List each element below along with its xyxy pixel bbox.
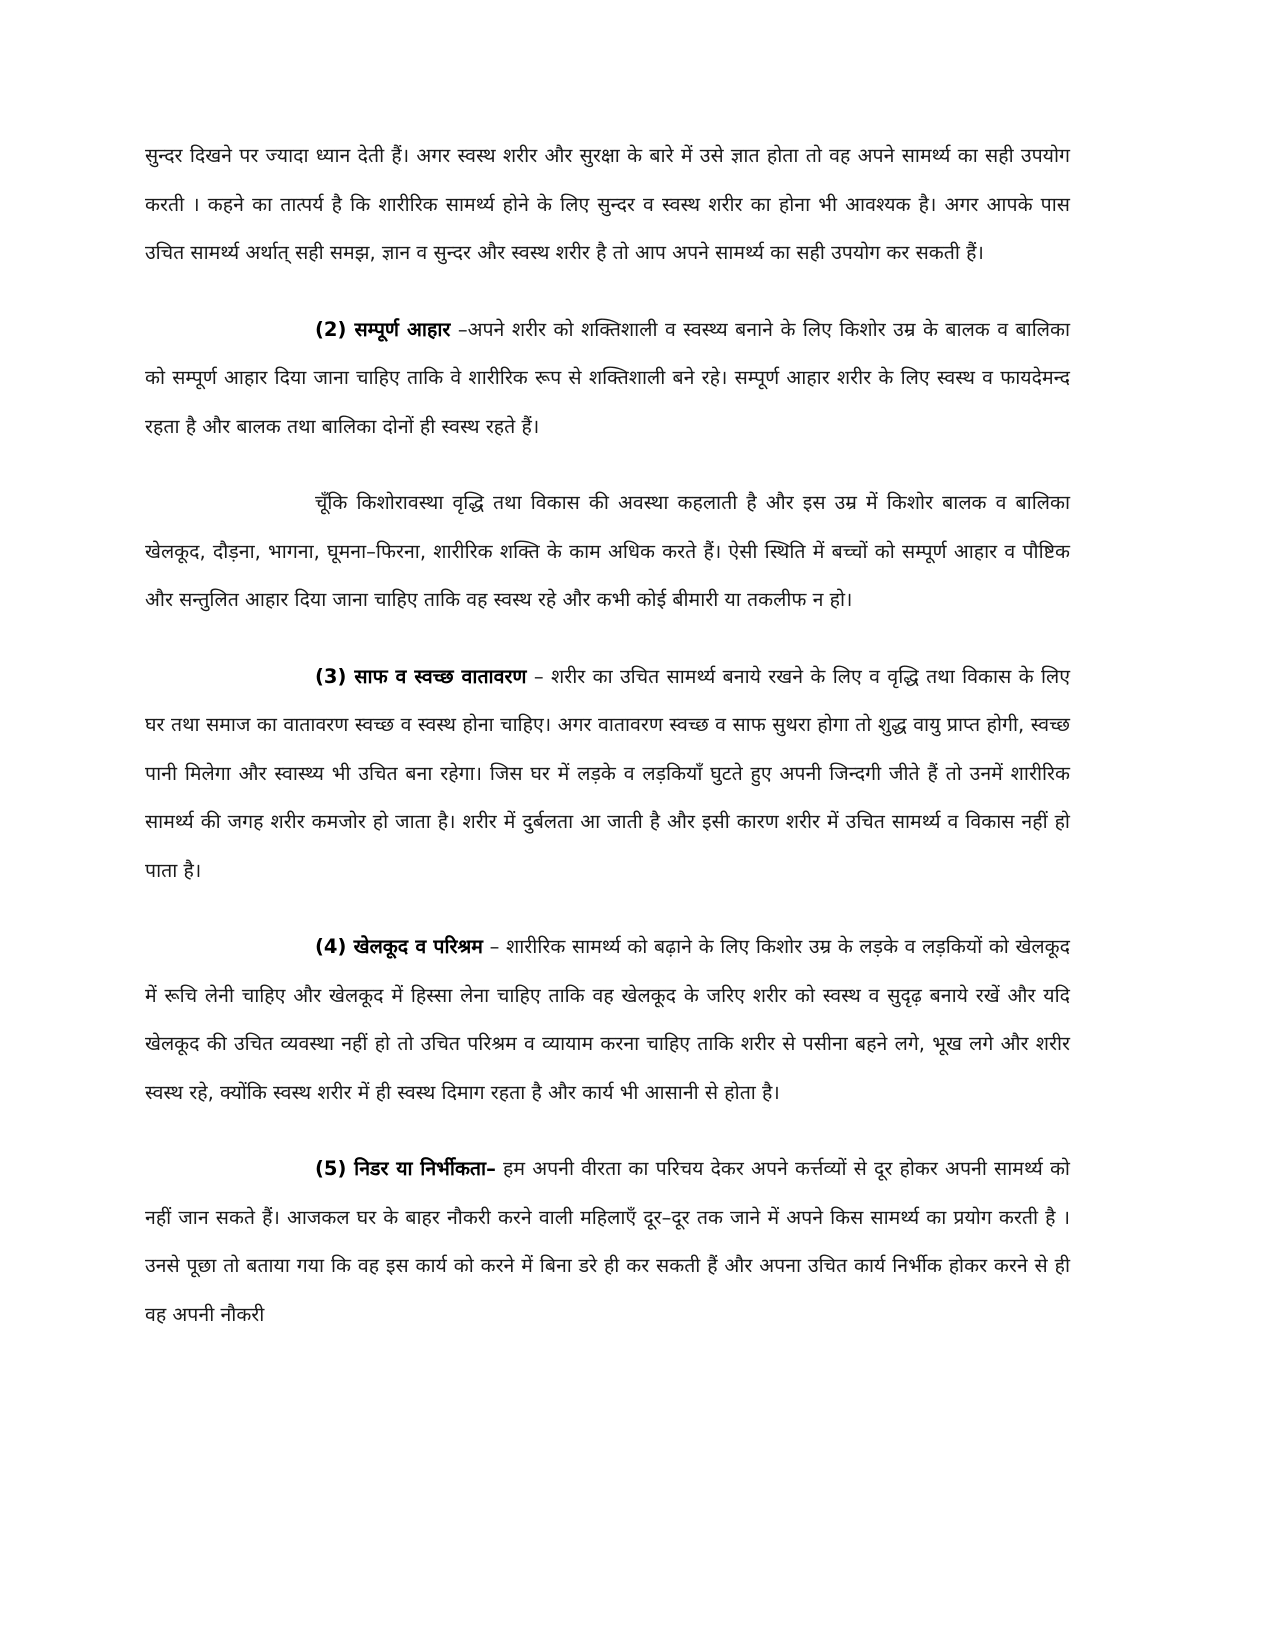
section-heading: (3) साफ व स्वच्छ वातावरण (315, 664, 527, 688)
paragraph-fearlessness (145, 1145, 1070, 1339)
paragraph-text: – शरीर का उचित सामर्थ्य बनाये रखने के लिए व वृद्धि तथा विकास के लिए घर तथा समाज का वातावरण स्वच्छ व स्वस्थ होना चाहिए। अगर वातावरण स्वच्छ व साफ सुथरा होगा तो शुद्ध वायु प्राप्त होगी, स्वच्छ पानी मिलेगा और स्वास्थ्य भी उचित बना रहेगा। जिस घर में लड़के व लड़कियाँ घुटते हुए अपनी जिन्दगी जीते हैं तो उनमें शारीरिक सामर्थ्य की जगह शरीर कमजोर हो जाता है। शरीर में दुर्बलता आ जाती है और इसी कारण शरीर में उचित सामर्थ्य व विकास नहीं हो पाता है। (145, 664, 1071, 882)
document-page (145, 132, 1070, 1339)
section-heading: (2) सम्पूर्ण आहार (315, 317, 451, 341)
paragraph-sports-exercise (145, 923, 1070, 1117)
paragraph-adolescence (145, 479, 1070, 625)
paragraph-text: हम अपनी वीरता का परिचय देकर अपने कर्त्तव्यों से दूर होकर अपनी सामर्थ्य को नहीं जान सकते हैं। आजकल घर के बाहर नौकरी करने वाली महिलाएँ दूर–दूर तक जाने में अपने किस सामर्थ्य का प्रयोग करती है । उनसे पूछा तो बताया गया कि वह इस कार्य को करने में बिना डरे ही कर सकती हैं और अपना उचित कार्य निर्भीक होकर करने से ही वह अपनी नौकरी (145, 1157, 1070, 1326)
paragraph-clean-environment (145, 653, 1070, 896)
paragraph-text: चूँकि किशोरावस्था वृद्धि तथा विकास की अवस्था कहलाती है और इस उम्र में किशोर बालक व बालिका खेलकूद, दौड़ना, भागना, घूमना–फिरना, शारीरिक शक्ति के काम अधिक करते हैं। ऐसी स्थिति में बच्चों को सम्पूर्ण आहार व पौष्टिक और सन्तुलित आहार दिया जाना चाहिए ताकि वह स्वस्थ रहे और कभी कोई बीमारी या तकलीफ न हो। (145, 491, 1070, 611)
section-heading: (5) निडर या निर्भीकता– (315, 1157, 496, 1180)
paragraph-text: –अपने शरीर को शक्तिशाली व स्वस्थ्य बनाने के लिए किशोर उम्र के बालक व बालिका को सम्पूर्ण आहार दिया जाना चाहिए ताकि वे शारीरिक रूप से शक्तिशाली बने रहे। सम्पूर्ण आहार शरीर के लिए स्वस्थ व फायदेमन्द रहता है और बालक तथा बालिका दोनों ही स्वस्थ रहते हैं। (145, 317, 1070, 438)
paragraph-intro (145, 132, 1070, 278)
paragraph-text: – शारीरिक सामर्थ्य को बढ़ाने के लिए किशोर उम्र के लड़के व लड़कियों को खेलकूद में रूचि लेनी चाहिए और खेलकूद में हिस्सा लेना चाहिए ताकि वह खेलकूद के जरिए शरीर को स्वस्थ व सुदृढ़ बनाये रखें और यदि खेलकूद की उचित व्यवस्था नहीं हो तो उचित परिश्रम व व्यायाम करना चाहिए ताकि शरीर से पसीना बहने लगे, भूख लगे और शरीर स्वस्थ रहे, क्योंकि स्वस्थ शरीर में ही स्वस्थ दिमाग रहता है और कार्य भी आसानी से होता है। (145, 935, 1070, 1104)
section-heading: (4) खेलकूद व परिश्रम (315, 935, 483, 958)
paragraph-text: सुन्दर दिखने पर ज्यादा ध्यान देती हैं। अगर स्वस्थ शरीर और सुरक्षा के बारे में उसे ज्ञात होता तो वह अपने सामर्थ्य का सही उपयोग करती । कहने का तात्पर्य है कि शारीरिक सामर्थ्य होने के लिए सुन्दर व स्वस्थ शरीर का होना भी आवश्यक है। अगर आपके पास उचित सामर्थ्य अर्थात् सही समझ, ज्ञान व सुन्दर और स्वस्थ शरीर है तो आप अपने सामर्थ्य का सही उपयोग कर सकती हैं। (145, 144, 1070, 264)
paragraph-complete-diet (145, 306, 1070, 452)
